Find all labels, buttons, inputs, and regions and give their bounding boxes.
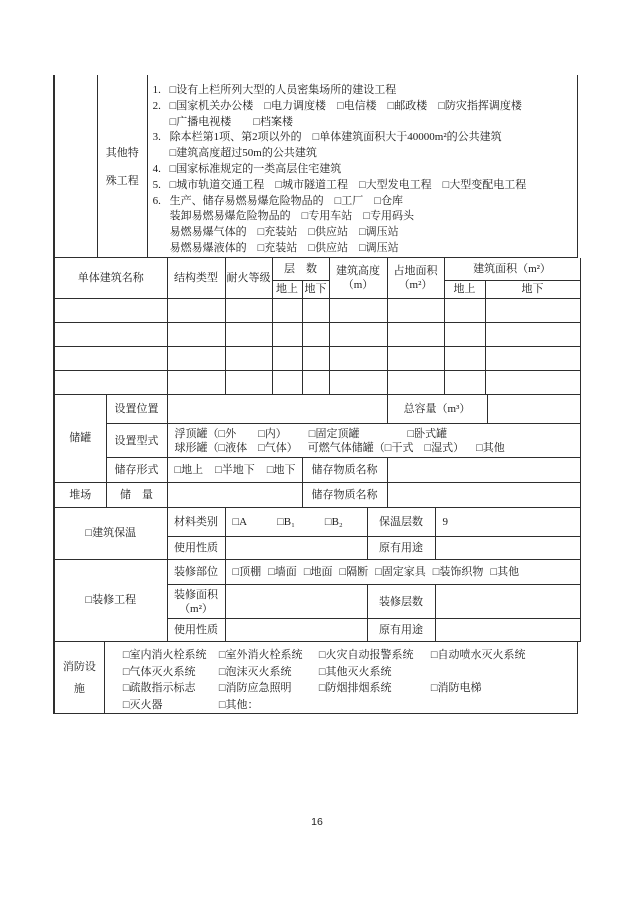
checkbox-option[interactable]: □半地下 bbox=[215, 464, 255, 476]
header-area-below: 地下 bbox=[485, 280, 580, 298]
empty-cell[interactable] bbox=[302, 322, 329, 346]
empty-cell[interactable] bbox=[387, 298, 444, 322]
checkbox-option[interactable]: 可燃气体储罐（□干式 □湿式） bbox=[307, 441, 465, 454]
decoration-floors-value-cell[interactable] bbox=[435, 585, 580, 619]
checkbox-option[interactable]: □隔断 bbox=[339, 565, 369, 578]
decoration-area-label-line1: 装修面积 bbox=[174, 588, 218, 601]
tank-yard-table bbox=[55, 395, 581, 509]
checkbox-option[interactable]: □其他 bbox=[490, 565, 520, 578]
tank-capacity-value-cell[interactable] bbox=[487, 395, 580, 424]
empty-cell[interactable] bbox=[55, 322, 167, 346]
special-projects-label-line1: 其他特 bbox=[105, 147, 139, 159]
empty-cell[interactable] bbox=[485, 346, 580, 370]
tank-type-label: 设置型式 bbox=[106, 424, 167, 458]
checkbox-option[interactable]: □固定家具 bbox=[375, 565, 426, 578]
item-number bbox=[153, 115, 170, 131]
checkbox-option[interactable]: □其他灭火系统 bbox=[318, 665, 392, 678]
item-number bbox=[153, 241, 170, 257]
checkbox-option[interactable]: □地面 bbox=[303, 565, 333, 578]
decoration-original-use-label: 原有用途 bbox=[367, 619, 435, 642]
decoration-parts-options bbox=[225, 560, 580, 585]
list-item bbox=[153, 178, 573, 194]
list-item bbox=[153, 225, 573, 241]
page-number: 16 bbox=[311, 816, 323, 828]
empty-cell[interactable] bbox=[225, 322, 272, 346]
list-item bbox=[153, 115, 573, 131]
yard-substance-value-cell[interactable] bbox=[387, 483, 580, 508]
insulation-layers-label: 保温层数 bbox=[367, 508, 435, 536]
header-structure-type: 结构类型 bbox=[167, 258, 225, 298]
header-floors-above: 地上 bbox=[272, 280, 302, 298]
empty-cell[interactable] bbox=[387, 370, 444, 394]
empty-cell[interactable] bbox=[302, 346, 329, 370]
item-number bbox=[153, 225, 170, 241]
empty-cell[interactable] bbox=[387, 346, 444, 370]
fire-options-row bbox=[123, 697, 577, 714]
tank-location-label: 设置位置 bbox=[106, 395, 167, 424]
checkbox-option[interactable]: □其他 bbox=[476, 441, 505, 454]
checkbox-option[interactable]: □防烟排烟系统 bbox=[318, 682, 392, 694]
checkbox-option[interactable]: □地上 bbox=[174, 464, 204, 476]
empty-cell[interactable] bbox=[272, 346, 302, 370]
decoration-area-label-line2: （m²） bbox=[179, 602, 213, 615]
header-fire-rating: 耐火等级 bbox=[225, 258, 272, 298]
empty-cell[interactable] bbox=[167, 322, 225, 346]
tank-substance-value-cell[interactable] bbox=[387, 458, 580, 483]
empty-cell[interactable] bbox=[444, 346, 485, 370]
checkbox-option[interactable]: □气体灭火系统 bbox=[122, 665, 196, 678]
empty-cell[interactable] bbox=[225, 346, 272, 370]
checkbox-option[interactable]: □A bbox=[232, 515, 248, 528]
insulation-layers-value[interactable]: 9 bbox=[435, 508, 580, 536]
tank-type-options-line2 bbox=[175, 441, 580, 455]
insulation-usage-value-cell[interactable] bbox=[225, 536, 367, 559]
insulation-usage-label: 使用性质 bbox=[167, 536, 225, 559]
empty-cell[interactable] bbox=[302, 298, 329, 322]
item-number: 6. bbox=[152, 194, 161, 207]
insulation-original-use-label: 原有用途 bbox=[367, 536, 435, 559]
header-area-above: 地上 bbox=[444, 280, 485, 298]
checkbox-option[interactable]: 球形罐（□液体 □气体） bbox=[174, 441, 298, 454]
empty-cell[interactable] bbox=[329, 370, 387, 394]
header-floor-count: 层 数 bbox=[272, 258, 329, 280]
decoration-original-use-value-cell[interactable] bbox=[435, 619, 580, 642]
checkbox-option[interactable]: □B₂ bbox=[324, 515, 343, 528]
empty-cell[interactable] bbox=[302, 370, 329, 394]
tank-location-value-cell[interactable] bbox=[167, 395, 387, 424]
empty-cell[interactable] bbox=[485, 298, 580, 322]
checkbox-option[interactable]: □B₁ bbox=[277, 515, 295, 528]
checkbox-option[interactable]: 浮顶罐（□外 □内） bbox=[174, 427, 287, 440]
decoration-area-label bbox=[167, 585, 225, 619]
fire-options-row bbox=[123, 647, 577, 664]
checkbox-option[interactable]: □火灾自动报警系统 bbox=[318, 649, 414, 661]
empty-cell[interactable] bbox=[167, 346, 225, 370]
fire-facilities-label-line1: 消防设 bbox=[62, 660, 96, 673]
header-building-name: 单体建筑名称 bbox=[55, 258, 167, 298]
item-number: 2. bbox=[152, 99, 161, 112]
header-floors-below: 地下 bbox=[302, 280, 329, 298]
tank-storage-form-label: 储存形式 bbox=[106, 458, 167, 483]
checkbox-option[interactable]: □灭火器 bbox=[122, 698, 163, 711]
decoration-table bbox=[55, 560, 581, 643]
item-number: 5. bbox=[152, 178, 161, 191]
item-number: 1. bbox=[152, 84, 161, 96]
fire-facilities-options bbox=[105, 642, 578, 714]
checkbox-line[interactable]: 易燃易爆气体的 □充装站 □供应站 □调压站 bbox=[169, 226, 399, 239]
empty-cell[interactable] bbox=[55, 370, 167, 394]
fire-facilities-label-line2: 施 bbox=[73, 682, 85, 695]
item-number: 4. bbox=[152, 162, 161, 175]
decoration-section-checkbox[interactable]: □装修工程 bbox=[55, 560, 167, 642]
header-footprint-area: 占地面积（m²） bbox=[387, 258, 444, 298]
empty-cell[interactable] bbox=[485, 370, 580, 394]
special-projects-label-line2: 殊工程 bbox=[105, 175, 139, 187]
checkbox-option[interactable]: □疏散指示标志 bbox=[122, 682, 196, 694]
decoration-parts-label: 装修部位 bbox=[167, 560, 225, 585]
empty-cell[interactable] bbox=[444, 322, 485, 346]
checkbox-option[interactable]: □地下 bbox=[266, 464, 296, 476]
tank-type-options bbox=[167, 424, 580, 458]
list-item bbox=[153, 99, 573, 115]
checkbox-line[interactable]: □设有上栏所列大型的人员密集场所的建设工程 bbox=[169, 84, 397, 96]
header-building-height: 建筑高度（m） bbox=[329, 258, 387, 298]
checkbox-line[interactable]: □广播电视楼 □档案楼 bbox=[169, 115, 293, 128]
empty-cell[interactable] bbox=[329, 298, 387, 322]
yard-quantity-label: 储 量 bbox=[106, 483, 167, 508]
checkbox-line[interactable]: 易燃易爆液体的 □充装站 □供应站 □调压站 bbox=[169, 241, 399, 254]
fire-options-row bbox=[123, 664, 577, 681]
tank-type-options-line1 bbox=[175, 427, 580, 441]
decoration-usage-label: 使用性质 bbox=[167, 619, 225, 642]
empty-cell[interactable] bbox=[272, 370, 302, 394]
checkbox-line[interactable]: □城市轨道交通工程 □城市隧道工程 □大型发电工程 □大型变配电工程 bbox=[169, 178, 527, 191]
empty-cell[interactable] bbox=[55, 298, 167, 322]
special-projects-label bbox=[98, 75, 148, 258]
empty-cell[interactable] bbox=[225, 370, 272, 394]
checkbox-line[interactable]: □建筑高度超过50m的公共建筑 bbox=[169, 147, 317, 160]
empty-cell[interactable] bbox=[167, 370, 225, 394]
yard-substance-label: 储存物质名称 bbox=[302, 483, 387, 508]
checkbox-line[interactable]: □国家机关办公楼 □电力调度楼 □电信楼 □邮政楼 □防灾指挥调度楼 bbox=[169, 99, 522, 112]
insulation-table bbox=[55, 508, 581, 560]
empty-cell[interactable] bbox=[329, 346, 387, 370]
insulation-original-use-value-cell[interactable] bbox=[435, 536, 580, 559]
decoration-floors-label: 装修层数 bbox=[367, 585, 435, 619]
empty-cell[interactable] bbox=[272, 322, 302, 346]
declaration-form-table bbox=[53, 75, 578, 714]
checkbox-option[interactable]: □泡沫灭火系统 bbox=[218, 665, 292, 678]
empty-cell[interactable] bbox=[225, 298, 272, 322]
checkbox-option[interactable]: □室外消火栓系统 bbox=[218, 649, 303, 661]
empty-cell[interactable] bbox=[387, 322, 444, 346]
checkbox-line[interactable]: 装卸易燃易爆危险物品的 □专用车站 □专用码头 bbox=[169, 210, 414, 223]
special-projects-options bbox=[148, 75, 578, 258]
checkbox-option[interactable]: □固定顶罐 bbox=[308, 427, 360, 440]
checkbox-option[interactable]: □自动喷水灭火系统 bbox=[430, 649, 526, 661]
building-table bbox=[55, 258, 581, 395]
yard-quantity-value-cell[interactable] bbox=[167, 483, 302, 508]
list-item bbox=[153, 209, 573, 225]
insulation-material-label: 材料类别 bbox=[167, 508, 225, 536]
checkbox-option[interactable]: □装饰织物 bbox=[432, 565, 484, 578]
empty-cell[interactable] bbox=[329, 322, 387, 346]
fire-options-row bbox=[123, 680, 577, 697]
decoration-usage-value-cell[interactable] bbox=[225, 619, 367, 642]
list-item bbox=[153, 146, 573, 162]
item-number bbox=[153, 209, 170, 225]
special-projects-section bbox=[55, 75, 578, 258]
checkbox-option[interactable]: □室内消火栓系统 bbox=[122, 649, 207, 661]
header-building-area: 建筑面积（m²） bbox=[444, 258, 580, 280]
item-number: 3. bbox=[152, 131, 161, 144]
fire-facilities-section bbox=[55, 642, 578, 714]
decoration-area-value-cell[interactable] bbox=[225, 585, 367, 619]
tank-capacity-label: 总容量（m³） bbox=[387, 395, 487, 424]
list-item bbox=[153, 194, 573, 210]
empty-cell[interactable] bbox=[485, 322, 580, 346]
empty-cell[interactable] bbox=[55, 346, 167, 370]
empty-cell[interactable] bbox=[272, 298, 302, 322]
item-number bbox=[153, 146, 170, 162]
empty-cell[interactable] bbox=[444, 370, 485, 394]
left-spacer-cell bbox=[55, 75, 98, 258]
checkbox-line[interactable]: 生产、储存易燃易爆危险物品的 □工厂 □仓库 bbox=[169, 194, 403, 207]
checkbox-line[interactable]: 除本栏第1项、第2项以外的 □单体建筑面积大于40000m²的公共建筑 bbox=[169, 131, 502, 144]
list-item bbox=[153, 130, 573, 146]
insulation-section-checkbox[interactable]: □建筑保温 bbox=[55, 508, 167, 559]
checkbox-option[interactable]: □顶棚 bbox=[232, 565, 262, 578]
tank-storage-form-options bbox=[167, 458, 302, 483]
tank-substance-label: 储存物质名称 bbox=[302, 458, 387, 483]
empty-cell[interactable] bbox=[444, 298, 485, 322]
insulation-material-options bbox=[225, 508, 367, 536]
tank-section-label: 储罐 bbox=[55, 395, 106, 483]
list-item bbox=[153, 83, 573, 99]
yard-section-label: 堆场 bbox=[55, 483, 106, 508]
checkbox-option[interactable]: □消防应急照明 bbox=[218, 682, 292, 694]
checkbox-option[interactable]: □消防电梯 bbox=[430, 682, 482, 694]
empty-cell[interactable] bbox=[167, 298, 225, 322]
list-item bbox=[153, 162, 573, 178]
checkbox-option[interactable]: □其他： bbox=[218, 698, 259, 711]
checkbox-option[interactable]: □墙面 bbox=[268, 565, 297, 578]
list-item bbox=[153, 241, 573, 257]
checkbox-option[interactable]: □卧式罐 bbox=[407, 427, 448, 440]
checkbox-line[interactable]: □国家标准规定的一类高层住宅建筑 bbox=[169, 162, 342, 175]
fire-facilities-label bbox=[55, 642, 105, 714]
